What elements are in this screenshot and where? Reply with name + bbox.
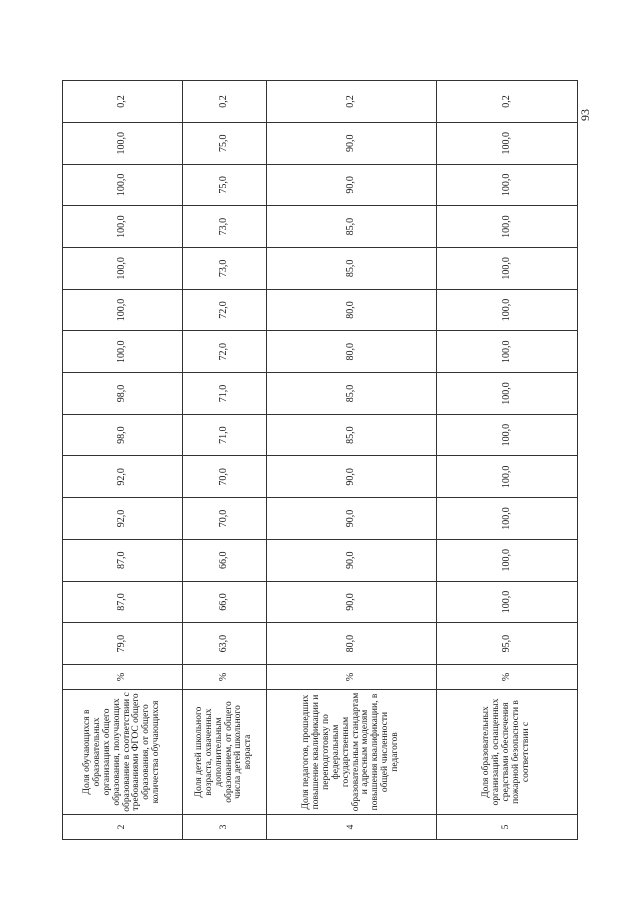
indicator-name: Доля педагогов, прошедших повышение квалификации и переподготовку по федеральным государственным образовательным стандартам и адресным моделям повышения квалификации, в общей численности педагогов <box>267 690 437 815</box>
value-cell: 80,0 <box>267 623 437 665</box>
value-cell: 75,0 <box>183 164 267 206</box>
value-cell: 80,0 <box>267 331 437 373</box>
value-cell: 98,0 <box>63 414 183 456</box>
value-cell: 90,0 <box>267 164 437 206</box>
page-number: 93 <box>578 109 592 121</box>
unit-cell: % <box>437 665 578 690</box>
indicators-table-rotated <box>62 80 577 840</box>
row-number: 5 <box>437 815 578 840</box>
indicator-name: Доля обучающихся в образовательных организациях общего образования, получающих образование в соответствии с требованиями ФГОС общего образования, от общего количества обучающихся <box>63 690 183 815</box>
indicator-name: Доля образовательных организаций, оснащенных средствами обеспечения пожарной безопасности в соответствии с <box>437 690 578 815</box>
value-cell: 90,0 <box>267 539 437 581</box>
value-cell: 100,0 <box>437 456 578 498</box>
value-cell: 100,0 <box>63 247 183 289</box>
value-cell: 92,0 <box>63 456 183 498</box>
value-cell: 95,0 <box>437 623 578 665</box>
value-cell: 66,0 <box>183 581 267 623</box>
value-cell: 73,0 <box>183 206 267 248</box>
value-cell: 63,0 <box>183 623 267 665</box>
value-cell: 0,2 <box>183 81 267 123</box>
value-cell: 92,0 <box>63 498 183 540</box>
value-cell: 72,0 <box>183 289 267 331</box>
value-cell: 100,0 <box>437 164 578 206</box>
value-cell: 100,0 <box>437 331 578 373</box>
indicators-table <box>62 80 578 840</box>
value-cell: 71,0 <box>183 414 267 456</box>
indicator-name: Доля детей школьного возраста, охваченных дополнительным образованием, от общего числа детей школьного возраста <box>183 690 267 815</box>
value-cell: 87,0 <box>63 581 183 623</box>
value-cell: 85,0 <box>267 373 437 415</box>
value-cell: 66,0 <box>183 539 267 581</box>
unit-cell: % <box>183 665 267 690</box>
value-cell: 87,0 <box>63 539 183 581</box>
value-cell: 80,0 <box>267 289 437 331</box>
value-cell: 100,0 <box>437 122 578 164</box>
value-cell: 100,0 <box>437 373 578 415</box>
value-cell: 100,0 <box>437 414 578 456</box>
value-cell: 70,0 <box>183 498 267 540</box>
value-cell: 100,0 <box>437 498 578 540</box>
value-cell: 85,0 <box>267 206 437 248</box>
value-cell: 100,0 <box>437 289 578 331</box>
unit-cell: % <box>63 665 183 690</box>
value-cell: 100,0 <box>437 206 578 248</box>
value-cell: 73,0 <box>183 247 267 289</box>
value-cell: 90,0 <box>267 456 437 498</box>
value-cell: 98,0 <box>63 373 183 415</box>
value-cell: 75,0 <box>183 122 267 164</box>
value-cell: 90,0 <box>267 122 437 164</box>
value-cell: 79,0 <box>63 623 183 665</box>
row-number: 4 <box>267 815 437 840</box>
table-row <box>183 81 267 840</box>
value-cell: 100,0 <box>63 331 183 373</box>
row-number: 3 <box>183 815 267 840</box>
value-cell: 100,0 <box>63 206 183 248</box>
value-cell: 0,2 <box>267 81 437 123</box>
value-cell: 100,0 <box>437 247 578 289</box>
value-cell: 100,0 <box>437 581 578 623</box>
row-number: 2 <box>63 815 183 840</box>
value-cell: 85,0 <box>267 414 437 456</box>
value-cell: 90,0 <box>267 498 437 540</box>
value-cell: 100,0 <box>63 164 183 206</box>
value-cell: 85,0 <box>267 247 437 289</box>
value-cell: 100,0 <box>437 539 578 581</box>
table-row <box>63 81 183 840</box>
value-cell: 71,0 <box>183 373 267 415</box>
value-cell: 72,0 <box>183 331 267 373</box>
value-cell: 100,0 <box>63 289 183 331</box>
table-row <box>437 81 578 840</box>
value-cell: 0,2 <box>63 81 183 123</box>
value-cell: 90,0 <box>267 581 437 623</box>
unit-cell: % <box>267 665 437 690</box>
value-cell: 0,2 <box>437 81 578 123</box>
table-row <box>267 81 437 840</box>
value-cell: 100,0 <box>63 122 183 164</box>
value-cell: 70,0 <box>183 456 267 498</box>
